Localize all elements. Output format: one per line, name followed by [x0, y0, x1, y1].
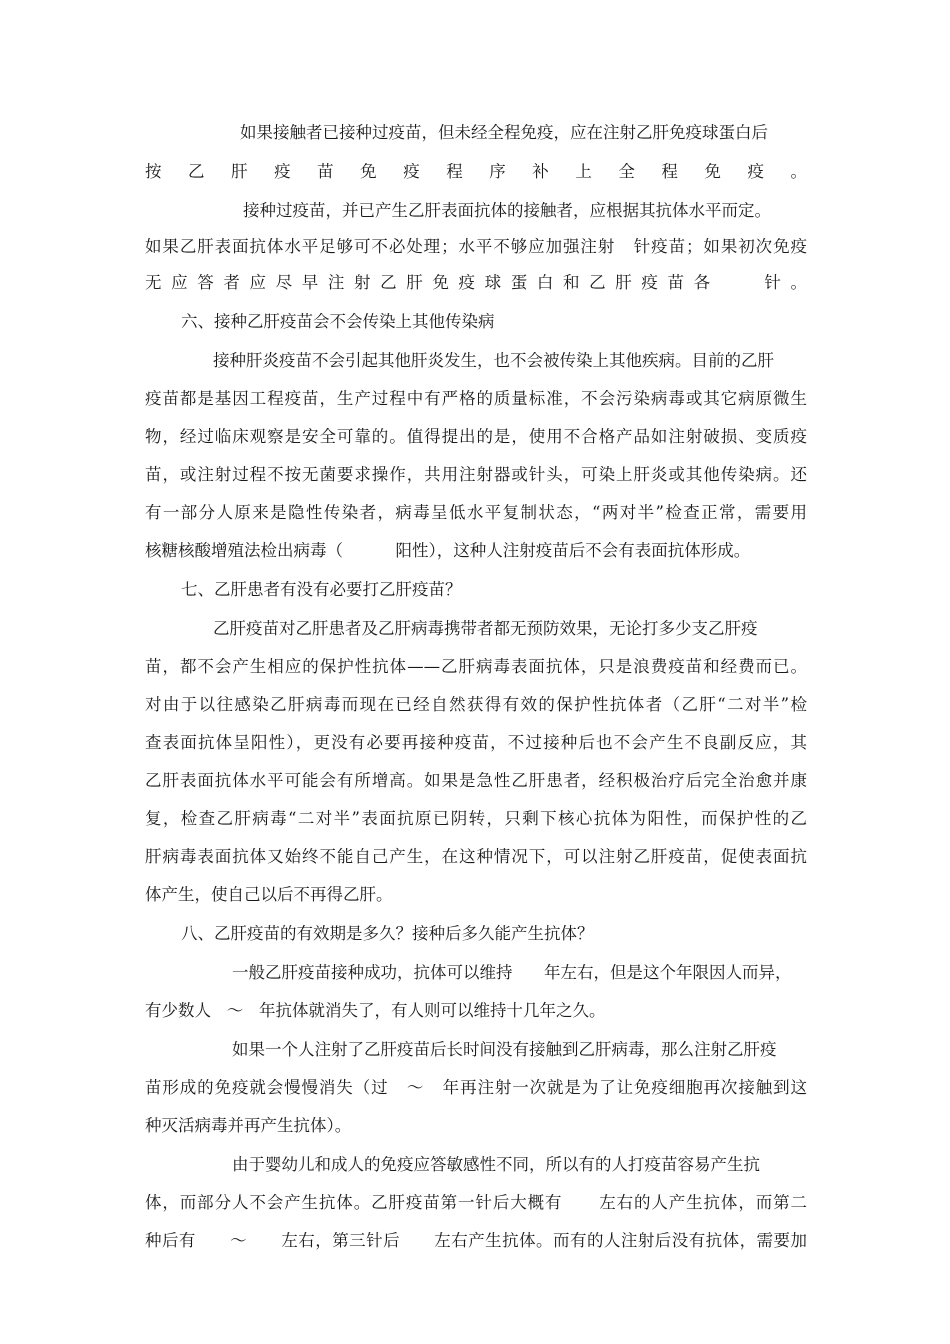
- paragraph-line: 体，而部分人不会产生抗体。乙肝疫苗第一针后大概有 左右的人产生抗体，而第二: [145, 1193, 807, 1212]
- paragraph-line: 复，检查乙肝病毒“二对半”表面抗原已阴转，只剩下核心抗体为阳性，而保护性的乙: [145, 809, 807, 828]
- paragraph-line: 如果接触者已接种过疫苗，但未经全程免疫，应在注射乙肝免疫球蛋白后: [240, 123, 768, 142]
- section-heading: 六、接种乙肝疫苗会不会传染上其他传染病: [181, 312, 495, 331]
- paragraph-line: 如果乙肝表面抗体水平足够可不必处理；水平不够应加强注射 针疫苗；如果初次免疫: [145, 237, 807, 256]
- paragraph-line: 查表面抗体呈阳性），更没有必要再接种疫苗，不过接种后也不会产生不良副反应，其: [145, 733, 807, 752]
- paragraph-line: 按乙肝疫苗免疫程序补上全程免疫。: [145, 162, 807, 181]
- paragraph-line: 接种过疫苗，并已产生乙肝表面抗体的接触者，应根据其抗体水平而定。: [243, 201, 771, 220]
- paragraph-line: 有少数人 ～ 年抗体就消失了，有人则可以维持十几年之久。: [145, 1001, 606, 1020]
- paragraph-line: 无应答者应尽早注射乙肝免疫球蛋白和乙肝疫苗各 针。: [145, 273, 807, 292]
- paragraph-line: 如果一个人注射了乙肝疫苗后长时间没有接触到乙肝病毒，那么注射乙肝疫: [232, 1040, 777, 1059]
- paragraph-line: 肝病毒表面抗体又始终不能自己产生，在这种情况下，可以注射乙肝疫苗，促使表面抗: [145, 847, 807, 866]
- paragraph-line: 核糖核酸增殖法检出病毒（ 阳性），这种人注射疫苗后不会有表面抗体形成。: [145, 541, 751, 560]
- paragraph-line: 苗，都不会产生相应的保护性抗体——乙肝病毒表面抗体，只是浪费疫苗和经费而已。: [145, 657, 807, 676]
- paragraph-line: 苗形成的免疫就会慢慢消失（过 ～ 年再注射一次就是为了让免疫细胞再次接触到这: [145, 1078, 807, 1097]
- paragraph-line: 种后有 ～ 左右，第三针后 左右产生抗体。而有的人注射后没有抗体，需要加: [145, 1231, 807, 1250]
- paragraph-line: 乙肝表面抗体水平可能会有所增高。如果是急性乙肝患者，经积极治疗后完全治愈并康: [145, 771, 807, 790]
- paragraph-line: 有一部分人原来是隐性传染者，病毒呈低水平复制状态，“两对半”检查正常，需要用: [145, 503, 807, 522]
- paragraph-line: 乙肝疫苗对乙肝患者及乙肝病毒携带者都无预防效果，无论打多少支乙肝疫: [213, 619, 758, 638]
- paragraph-line: 由于婴幼儿和成人的免疫应答敏感性不同，所以有的人打疫苗容易产生抗: [232, 1155, 760, 1174]
- paragraph-line: 疫苗都是基因工程疫苗，生产过程中有严格的质量标准，不会污染病毒或其它病原微生: [145, 389, 807, 408]
- section-heading: 七、乙肝患者有没有必要打乙肝疫苗？: [181, 580, 462, 599]
- paragraph-line: 对由于以往感染乙肝病毒而现在已经自然获得有效的保护性抗体者（乙肝“二对半”检: [145, 695, 807, 714]
- paragraph-line: 苗，或注射过程不按无菌要求操作，共用注射器或针头，可染上肝炎或其他传染病。还: [145, 465, 807, 484]
- paragraph-line: 一般乙肝疫苗接种成功，抗体可以维持 年左右，但是这个年限因人而异，: [232, 963, 792, 982]
- paragraph-line: 物，经过临床观察是安全可靠的。值得提出的是，使用不合格产品如注射破损、变质疫: [145, 427, 807, 446]
- section-heading: 八、乙肝疫苗的有效期是多久？接种后多久能产生抗体？: [181, 924, 594, 943]
- paragraph-line: 种灭活病毒并再产生抗体）。: [145, 1116, 352, 1135]
- paragraph-line: 接种肝炎疫苗不会引起其他肝炎发生，也不会被传染上其他疾病。目前的乙肝: [213, 351, 774, 370]
- paragraph-line: 体产生，使自己以后不再得乙肝。: [145, 885, 393, 904]
